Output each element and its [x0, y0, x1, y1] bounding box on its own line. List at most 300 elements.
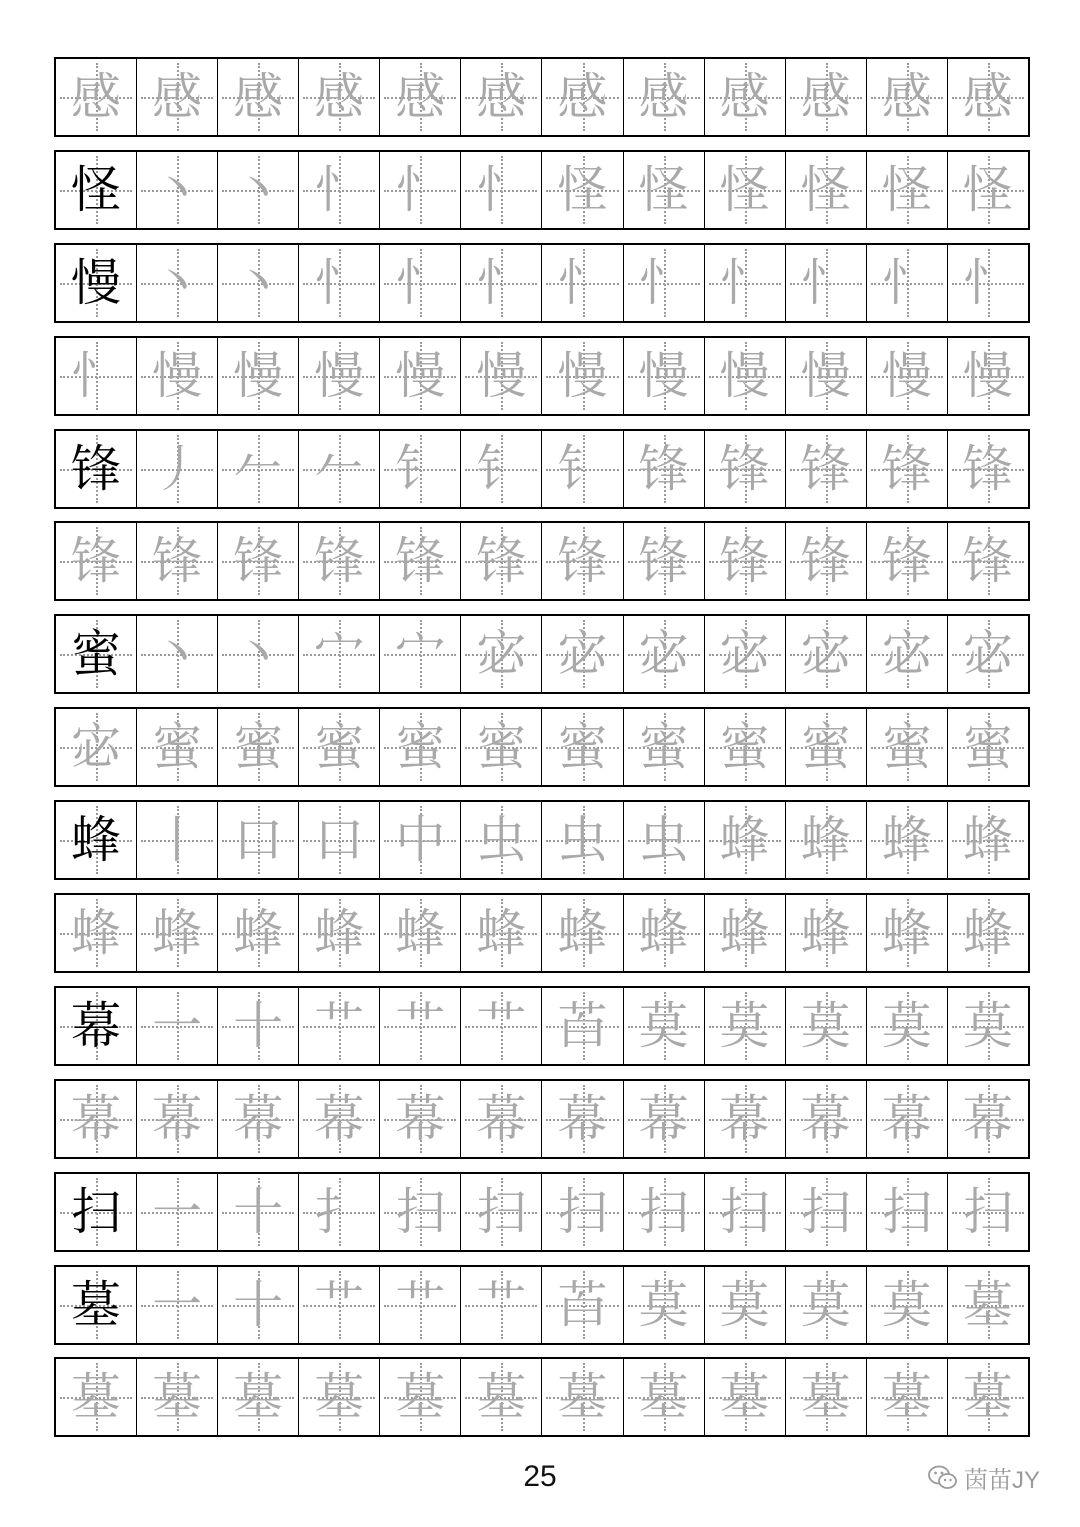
watermark-text: 茵苗JY [964, 1467, 1041, 1494]
grid-cell [866, 1081, 947, 1157]
grid-cell [298, 802, 379, 878]
grid-cell [379, 1359, 460, 1435]
grid-cell [947, 709, 1028, 785]
trace-character: 锋 [881, 532, 932, 591]
trace-character: 幕 [719, 1089, 770, 1148]
trace-character: 忄 [719, 253, 770, 312]
trace-character: 艹 [395, 996, 446, 1055]
trace-character: 蜜 [152, 718, 203, 777]
model-character: 墓 [71, 1275, 122, 1334]
grid-cell [785, 431, 866, 507]
grid-cell [136, 523, 217, 599]
grid-cell [379, 616, 460, 692]
trace-character: 苩 [557, 996, 608, 1055]
trace-character: 锋 [719, 532, 770, 591]
grid-cell [379, 152, 460, 228]
trace-character: 宀 [314, 625, 365, 684]
grid-cell [541, 1081, 622, 1157]
trace-character: 蜜 [476, 718, 527, 777]
grid-cell [460, 895, 541, 971]
trace-character: 怪 [719, 160, 770, 219]
grid-cell [217, 802, 298, 878]
grid-cell [623, 616, 704, 692]
grid-cell [460, 523, 541, 599]
practice-row [54, 429, 1030, 509]
grid-cell [623, 338, 704, 414]
grid-cell [785, 59, 866, 135]
grid-cell [785, 1174, 866, 1250]
grid-cell [298, 988, 379, 1064]
grid-cell [379, 338, 460, 414]
grid-cell [947, 338, 1028, 414]
grid-cell [623, 895, 704, 971]
trace-character: 𠂉 [233, 439, 284, 498]
trace-character: 锋 [881, 439, 932, 498]
practice-row [54, 243, 1030, 323]
grid-cell [136, 1359, 217, 1435]
grid-cell [298, 59, 379, 135]
trace-character: 十 [233, 996, 284, 1055]
grid-cell [217, 245, 298, 321]
grid-cell [56, 616, 136, 692]
grid-cell [785, 709, 866, 785]
grid-cell [541, 1174, 622, 1250]
trace-character: 丶 [233, 160, 284, 219]
trace-character: 口 [314, 811, 365, 870]
trace-character: 蜜 [557, 718, 608, 777]
trace-character: 忄 [638, 253, 689, 312]
grid-cell [379, 895, 460, 971]
trace-character: 感 [881, 68, 932, 126]
trace-character: 慢 [233, 346, 284, 405]
trace-character: 宓 [719, 625, 770, 684]
model-character: 慢 [71, 253, 122, 312]
grid-cell [460, 59, 541, 135]
trace-character: 感 [962, 68, 1013, 126]
trace-character: 墓 [719, 1368, 770, 1427]
grid-cell [298, 1174, 379, 1250]
grid-cell [866, 895, 947, 971]
grid-cell [136, 338, 217, 414]
grid-cell [460, 709, 541, 785]
trace-character: 蜂 [881, 811, 932, 870]
grid-cell [379, 245, 460, 321]
trace-character: 中 [395, 811, 446, 870]
grid-cell [623, 988, 704, 1064]
grid-cell [785, 152, 866, 228]
trace-character: 艹 [314, 996, 365, 1055]
trace-character: 墓 [638, 1368, 689, 1427]
grid-cell [56, 1267, 136, 1343]
trace-character: 蜂 [476, 904, 527, 963]
trace-character: 宓 [962, 625, 1013, 684]
grid-cell [541, 59, 622, 135]
grid-cell [56, 1174, 136, 1250]
trace-character: 扌 [314, 1182, 365, 1241]
trace-character: 莫 [881, 996, 932, 1055]
grid-cell [460, 245, 541, 321]
grid-cell [379, 988, 460, 1064]
trace-character: 幕 [962, 1089, 1013, 1148]
grid-cell [866, 59, 947, 135]
trace-character: 蜂 [233, 904, 284, 963]
trace-character: 墓 [152, 1368, 203, 1427]
practice-row [54, 893, 1030, 973]
grid-cell [866, 1267, 947, 1343]
grid-cell [56, 895, 136, 971]
grid-cell [947, 1359, 1028, 1435]
trace-character: 蜜 [881, 718, 932, 777]
trace-character: 墓 [881, 1368, 932, 1427]
grid-cell [298, 1081, 379, 1157]
trace-character: 慢 [314, 346, 365, 405]
grid-cell [541, 431, 622, 507]
grid-cell [541, 245, 622, 321]
grid-cell [136, 431, 217, 507]
grid-cell [298, 709, 379, 785]
grid-cell [460, 802, 541, 878]
trace-character: 丶 [233, 253, 284, 312]
grid-cell [217, 1081, 298, 1157]
trace-character: 忄 [71, 346, 122, 405]
trace-character: 蜂 [638, 904, 689, 963]
grid-cell [623, 59, 704, 135]
trace-character: 慢 [152, 346, 203, 405]
trace-character: 幕 [557, 1089, 608, 1148]
trace-character: 蜜 [962, 718, 1013, 777]
grid-cell [866, 152, 947, 228]
trace-character: 锋 [800, 532, 851, 591]
model-character: 锋 [71, 439, 122, 498]
trace-character: 幕 [233, 1089, 284, 1148]
trace-character: 一 [152, 1182, 203, 1241]
trace-character: 感 [233, 68, 284, 126]
grid-cell [704, 59, 785, 135]
trace-character: 莫 [881, 1275, 932, 1334]
grid-cell [379, 1174, 460, 1250]
trace-character: 十 [233, 1275, 284, 1334]
grid-cell [460, 1267, 541, 1343]
trace-character: 蜜 [638, 718, 689, 777]
grid-cell [56, 152, 136, 228]
grid-cell [136, 152, 217, 228]
trace-character: 蜂 [962, 904, 1013, 963]
trace-character: 墓 [314, 1368, 365, 1427]
trace-character: 墓 [962, 1275, 1013, 1334]
trace-character: 蜜 [719, 718, 770, 777]
grid-cell [947, 152, 1028, 228]
grid-cell [785, 616, 866, 692]
grid-cell [298, 1359, 379, 1435]
trace-character: 感 [638, 68, 689, 126]
trace-character: 忄 [395, 253, 446, 312]
trace-character: 蜂 [719, 811, 770, 870]
trace-character: 幕 [800, 1089, 851, 1148]
grid-cell [136, 802, 217, 878]
grid-cell [866, 523, 947, 599]
trace-character: 莫 [962, 996, 1013, 1055]
grid-cell [541, 338, 622, 414]
trace-character: 慢 [800, 346, 851, 405]
trace-character: 墓 [800, 1368, 851, 1427]
grid-cell [379, 709, 460, 785]
grid-cell [136, 1267, 217, 1343]
practice-grid [54, 57, 1030, 1450]
grid-cell [217, 431, 298, 507]
grid-cell [217, 59, 298, 135]
grid-cell [136, 895, 217, 971]
grid-cell [379, 1267, 460, 1343]
trace-character: 锋 [800, 439, 851, 498]
grid-cell [541, 802, 622, 878]
grid-cell [56, 431, 136, 507]
trace-character: 扫 [719, 1182, 770, 1241]
grid-cell [541, 523, 622, 599]
trace-character: 宓 [881, 625, 932, 684]
trace-character: 幕 [638, 1089, 689, 1148]
trace-character: 忄 [314, 253, 365, 312]
trace-character: 莫 [800, 996, 851, 1055]
practice-row [54, 57, 1030, 137]
trace-character: 扫 [962, 1182, 1013, 1241]
trace-character: 艹 [476, 996, 527, 1055]
grid-cell [460, 1081, 541, 1157]
trace-character: 忄 [800, 253, 851, 312]
grid-cell [379, 59, 460, 135]
trace-character: 忄 [557, 253, 608, 312]
practice-row [54, 521, 1030, 601]
trace-character: 锋 [719, 439, 770, 498]
grid-cell [623, 802, 704, 878]
trace-character: 锋 [152, 532, 203, 591]
trace-character: 感 [800, 68, 851, 126]
grid-cell [56, 709, 136, 785]
grid-cell [136, 245, 217, 321]
grid-cell [785, 988, 866, 1064]
practice-row [54, 1079, 1030, 1159]
trace-character: 忄 [314, 160, 365, 219]
practice-row [54, 707, 1030, 787]
grid-cell [379, 523, 460, 599]
grid-cell [298, 431, 379, 507]
grid-cell [217, 1267, 298, 1343]
trace-character: 锋 [395, 532, 446, 591]
trace-character: 幕 [152, 1089, 203, 1148]
grid-cell [947, 523, 1028, 599]
trace-character: 莫 [638, 996, 689, 1055]
grid-cell [866, 616, 947, 692]
trace-character: 蜂 [71, 904, 122, 963]
trace-character: 蜂 [881, 904, 932, 963]
grid-cell [785, 523, 866, 599]
grid-cell [785, 802, 866, 878]
trace-character: 钅 [395, 439, 446, 498]
trace-character: 忄 [395, 160, 446, 219]
grid-cell [217, 709, 298, 785]
trace-character: 宓 [71, 718, 122, 777]
trace-character: 幕 [881, 1089, 932, 1148]
trace-character: 墓 [71, 1368, 122, 1427]
grid-cell [623, 1359, 704, 1435]
grid-cell [217, 616, 298, 692]
trace-character: 苩 [557, 1275, 608, 1334]
grid-cell [866, 802, 947, 878]
trace-character: 莫 [719, 996, 770, 1055]
practice-row [54, 800, 1030, 880]
grid-cell [947, 616, 1028, 692]
page-number: 25 [523, 1460, 557, 1493]
grid-cell [379, 802, 460, 878]
grid-cell [298, 245, 379, 321]
practice-row [54, 1172, 1030, 1252]
grid-cell [704, 523, 785, 599]
trace-character: 一 [152, 996, 203, 1055]
model-character: 蜂 [71, 811, 122, 870]
trace-character: 幕 [476, 1089, 527, 1148]
grid-cell [866, 988, 947, 1064]
practice-row [54, 150, 1030, 230]
trace-character: 扫 [395, 1182, 446, 1241]
grid-cell [623, 523, 704, 599]
watermark [928, 1460, 1040, 1495]
trace-character: 扫 [557, 1182, 608, 1241]
grid-cell [947, 1174, 1028, 1250]
trace-character: 莫 [719, 1275, 770, 1334]
grid-cell [704, 338, 785, 414]
trace-character: 虫 [638, 811, 689, 870]
grid-cell [623, 1174, 704, 1250]
trace-character: 忄 [476, 253, 527, 312]
trace-character: 感 [395, 68, 446, 126]
grid-cell [56, 338, 136, 414]
practice-row [54, 614, 1030, 694]
trace-character: 墓 [395, 1368, 446, 1427]
grid-cell [460, 338, 541, 414]
grid-cell [298, 616, 379, 692]
trace-character: 蜜 [800, 718, 851, 777]
grid-cell [785, 1267, 866, 1343]
trace-character: 锋 [962, 439, 1013, 498]
grid-cell [136, 709, 217, 785]
trace-character: 慢 [881, 346, 932, 405]
trace-character: 蜂 [800, 811, 851, 870]
trace-character: 莫 [800, 1275, 851, 1334]
trace-character: 宓 [800, 625, 851, 684]
trace-character: 艹 [476, 1275, 527, 1334]
trace-character: 锋 [476, 532, 527, 591]
trace-character: 怪 [962, 160, 1013, 219]
trace-character: 幕 [395, 1089, 446, 1148]
grid-cell [541, 152, 622, 228]
trace-character: 扫 [476, 1182, 527, 1241]
trace-character: 蜜 [314, 718, 365, 777]
grid-cell [217, 523, 298, 599]
grid-cell [704, 709, 785, 785]
model-character: 扫 [71, 1182, 122, 1241]
grid-cell [704, 988, 785, 1064]
trace-character: 墓 [557, 1368, 608, 1427]
trace-character: 怪 [557, 160, 608, 219]
grid-cell [541, 988, 622, 1064]
grid-cell [460, 152, 541, 228]
trace-character: 感 [314, 68, 365, 126]
grid-cell [217, 338, 298, 414]
grid-cell [217, 988, 298, 1064]
grid-cell [298, 895, 379, 971]
grid-cell [785, 338, 866, 414]
trace-character: 蜂 [800, 904, 851, 963]
trace-character: 艹 [314, 1275, 365, 1334]
trace-character: 怪 [881, 160, 932, 219]
grid-cell [56, 988, 136, 1064]
grid-cell [704, 616, 785, 692]
trace-character: 慢 [557, 346, 608, 405]
grid-cell [136, 616, 217, 692]
grid-cell [704, 1267, 785, 1343]
trace-character: 蜜 [233, 718, 284, 777]
trace-character: 忄 [881, 253, 932, 312]
grid-cell [217, 152, 298, 228]
trace-character: 蜂 [395, 904, 446, 963]
grid-cell [947, 1267, 1028, 1343]
trace-character: 墓 [962, 1368, 1013, 1427]
trace-character: 慢 [719, 346, 770, 405]
trace-character: 墓 [233, 1368, 284, 1427]
grid-cell [541, 1267, 622, 1343]
grid-cell [56, 802, 136, 878]
grid-cell [379, 431, 460, 507]
grid-cell [704, 245, 785, 321]
grid-cell [704, 1359, 785, 1435]
grid-cell [866, 709, 947, 785]
practice-row [54, 1265, 1030, 1345]
trace-character: 蜂 [557, 904, 608, 963]
trace-character: 口 [233, 811, 284, 870]
trace-character: 丿 [152, 439, 203, 498]
grid-cell [298, 338, 379, 414]
trace-character: 钅 [557, 439, 608, 498]
grid-cell [136, 988, 217, 1064]
trace-character: 虫 [476, 811, 527, 870]
grid-cell [460, 1359, 541, 1435]
trace-character: 锋 [638, 532, 689, 591]
grid-cell [136, 1174, 217, 1250]
grid-cell [298, 152, 379, 228]
trace-character: 锋 [314, 532, 365, 591]
trace-character: 宓 [638, 625, 689, 684]
trace-character: 蜂 [314, 904, 365, 963]
grid-cell [460, 431, 541, 507]
grid-cell [623, 431, 704, 507]
grid-cell [704, 431, 785, 507]
trace-character: 丶 [152, 253, 203, 312]
grid-cell [56, 245, 136, 321]
trace-character: 感 [557, 68, 608, 126]
trace-character: 扫 [800, 1182, 851, 1241]
grid-cell [947, 431, 1028, 507]
trace-character: 丶 [152, 160, 203, 219]
trace-character: 宓 [476, 625, 527, 684]
grid-cell [866, 245, 947, 321]
trace-character: 丶 [152, 625, 203, 684]
trace-character: 慢 [638, 346, 689, 405]
grid-cell [56, 59, 136, 135]
trace-character: 一 [152, 1275, 203, 1334]
grid-cell [866, 338, 947, 414]
wechat-icon [928, 1465, 958, 1491]
trace-character: 蜂 [962, 811, 1013, 870]
grid-cell [460, 1174, 541, 1250]
